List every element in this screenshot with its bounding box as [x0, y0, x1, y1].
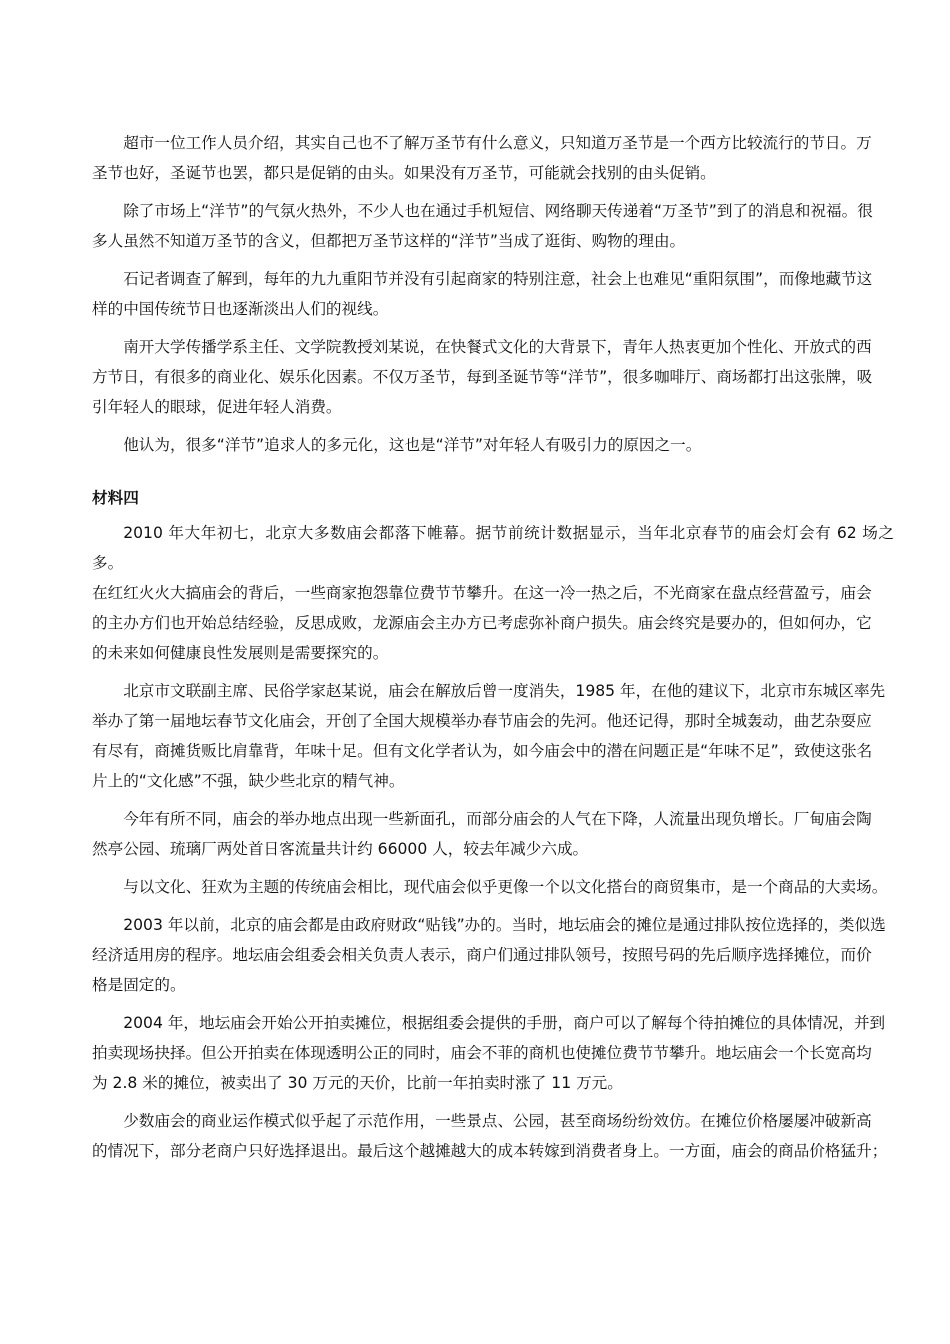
text-line: 今年有所不同，庙会的举办地点出现一些新面孔，而部分庙会的人气在下降，人流量出现负增长。厂甸庙会陶 [123, 810, 872, 828]
text-line: 拍卖现场抉择。但公开拍卖在体现透明公正的同时，庙会不菲的商机也使摊位费节节攀升。地坛庙会一个长宽高均 [92, 1044, 872, 1062]
text-line: 与以文化、狂欢为主题的传统庙会相比，现代庙会似乎更像一个以文化搭台的商贸集市，是一个商品的大卖场。 [123, 878, 888, 896]
text-line: 方节日，有很多的商业化、娱乐化因素。不仅万圣节，每到圣诞节等“洋节”，很多咖啡厅、商场都打出这张牌，吸 [92, 368, 873, 386]
text-line: 超市一位工作人员介绍，其实自己也不了解万圣节有什么意义，只知道万圣节是一个西方比较流行的节日。万 [123, 134, 872, 152]
paragraph [92, 804, 894, 864]
text-line: 2010 年大年初七，北京大多数庙会都落下帷幕。据节前统计数据显示，当年北京春节的庙会灯会有 62 场之多。 [92, 524, 894, 572]
paragraph [92, 872, 894, 902]
text-line: 片上的“文化感”不强，缺少些北京的精气神。 [92, 772, 405, 790]
paragraph [92, 332, 894, 422]
paragraph [92, 128, 894, 188]
text-line: 北京市文联副主席、民俗学家赵某说，庙会在解放后曾一度消失，1985 年，在他的建议下，北京市东城区率先 [123, 682, 886, 700]
text-line: 南开大学传播学系主任、文学院教授刘某说，在快餐式文化的大背景下，青年人热衷更加个性化、开放式的西 [123, 338, 872, 356]
paragraph [92, 430, 894, 460]
paragraph [92, 518, 894, 668]
text-line: 少数庙会的商业运作模式似乎起了示范作用，一些景点、公园，甚至商场纷纷效仿。在摊位价格屡屡冲破新高 [123, 1112, 872, 1130]
text-line: 2003 年以前，北京的庙会都是由政府财政“贴钱”办的。当时，地坛庙会的摊位是通过排队按位选择的，类似选 [123, 916, 886, 934]
text-line: 2004 年，地坛庙会开始公开拍卖摊位，根据组委会提供的手册，商户可以了解每个待拍摊位的具体情况，并到 [123, 1014, 886, 1032]
document-page [92, 128, 894, 1174]
text-line: 多人虽然不知道万圣节的含义，但都把万圣节这样的“洋节”当成了逛街、购物的理由。 [92, 232, 686, 250]
text-line: 有尽有，商摊货贩比肩靠背，年味十足。但有文化学者认为，如今庙会中的潜在问题正是“年味不足”，致使这张名 [92, 742, 873, 760]
paragraph [92, 196, 894, 256]
section-material-four [92, 518, 894, 1166]
text-line: 石记者调查了解到，每年的九九重阳节并没有引起商家的特别注意，社会上也难见“重阳氛围”，而像地藏节这 [123, 270, 873, 288]
paragraph [92, 264, 894, 324]
text-line: 在红红火火大搞庙会的背后，一些商家抱怨靠位费节节攀升。在这一冷一热之后，不光商家在盘点经营盈亏，庙会 [92, 584, 872, 602]
section-heading-material-four: 材料四 [92, 489, 139, 507]
text-line: 为 2.8 米的摊位，被卖出了 30 万元的天价，比前一年拍卖时涨了 11 万元。 [92, 1074, 623, 1092]
text-line: 圣节也好，圣诞节也罢，都只是促销的由头。如果没有万圣节，可能就会找别的由头促销。 [92, 164, 716, 182]
text-line: 然亭公园、琉璃厂两处首日客流量共计约 66000 人，较去年减少六成。 [92, 840, 589, 858]
text-line: 格是固定的。 [92, 976, 186, 994]
text-line: 举办了第一届地坛春节文化庙会，开创了全国大规模举办春节庙会的先河。他还记得，那时全城轰动，曲艺杂耍应 [92, 712, 872, 730]
text-line: 他认为，很多“洋节”追求人的多元化，这也是“洋节”对年轻人有吸引力的原因之一。 [123, 436, 702, 454]
text-line: 经济适用房的程序。地坛庙会组委会相关负责人表示，商户们通过排队领号，按照号码的先后顺序选择摊位，而价 [92, 946, 872, 964]
text-line: 的未来如何健康良性发展则是需要探究的。 [92, 644, 389, 662]
text-line: 除了市场上“洋节”的气氛火热外，不少人也在通过手机短信、网络聊天传递着“万圣节”到了的消息和祝福。很 [123, 202, 873, 220]
paragraph [92, 676, 894, 796]
text-line: 的主办方们也开始总结经验，反思成败，龙源庙会主办方已考虑弥补商户损失。庙会终究是要办的，但如何办，它 [92, 614, 872, 632]
paragraph [92, 910, 894, 1000]
text-line: 引年轻人的眼球，促进年轻人消费。 [92, 398, 342, 416]
paragraph [92, 1008, 894, 1098]
text-line: 样的中国传统节日也逐渐淡出人们的视线。 [92, 300, 389, 318]
paragraph [92, 1106, 894, 1166]
text-line: 的情况下，部分老商户只好选择退出。最后这个越摊越大的成本转嫁到消费者身上。一方面，庙会的商品价格猛升； [92, 1142, 888, 1160]
section-material-three-continued [92, 128, 894, 460]
